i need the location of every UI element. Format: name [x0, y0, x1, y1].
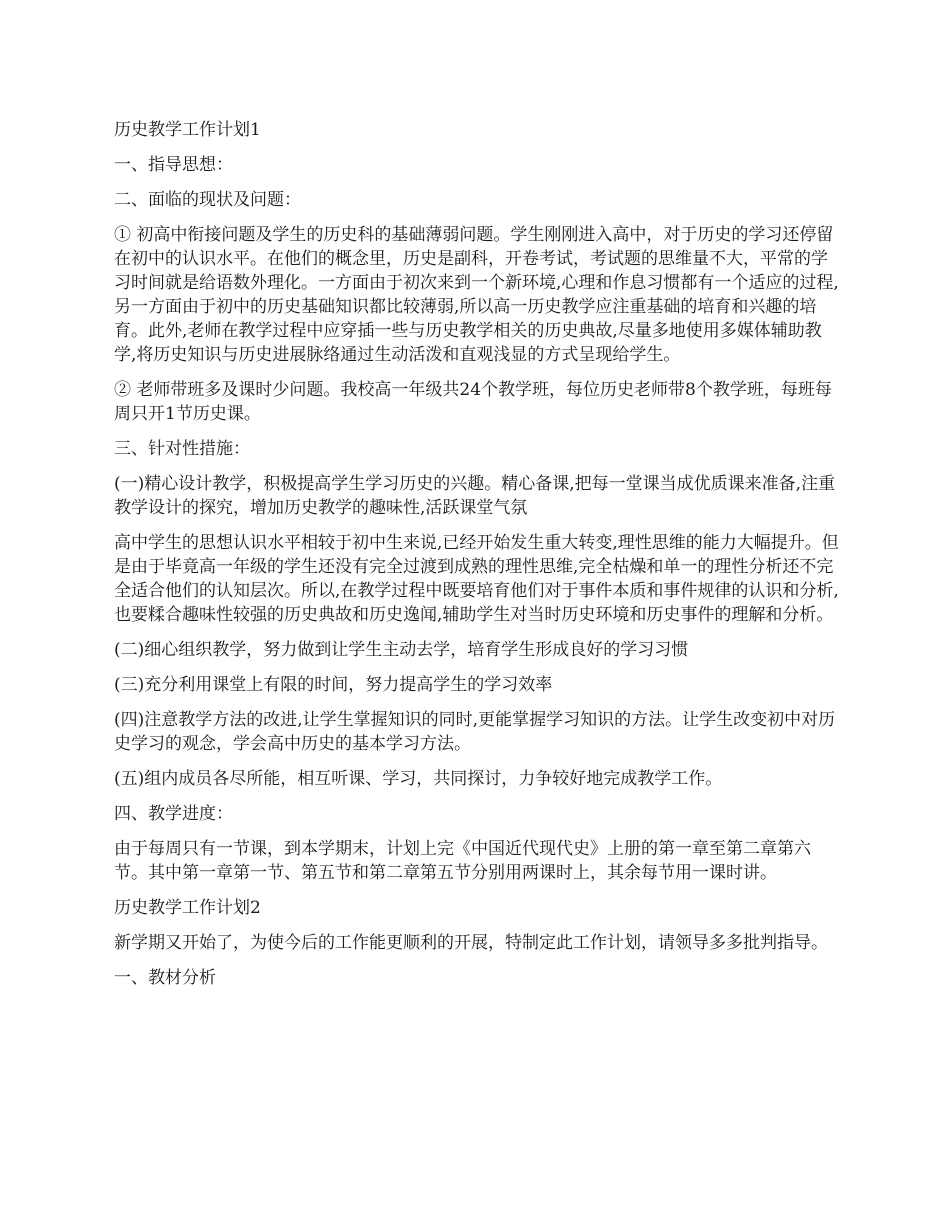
schedule-paragraph: 由于每周只有一节课，到本学期末，计划上完《中国近代现代史》上册的第一章至第二章第六节。其中第一章第一节、第五节和第二章第五节分别用两课时上，其余每节用一课时讲。	[114, 839, 811, 883]
measure-1-detail-paragraph: 高中学生的思想认识水平相较于初中生来说,已经开始发生重大转变,理性思维的能力大幅提升。但是由于毕竟高一年级的学生还没有完全过渡到成熟的理性思维,完全枯燥和单一的理性分析还不完全适合他们的认知层次。所以,在教学过程中既要培育他们对于事件本质和事件规律的认识和分析,也要糅合趣味性较强的历史典故和历史逸闻,辅助学生对当时历史环境和历史事件的理解和分析。	[114, 533, 839, 625]
plan-2-intro-paragraph: 新学期又开始了，为使今后的工作能更顺利的开展，特制定此工作计划，请领导多多批判指导。	[114, 933, 828, 953]
plan-title-1: 历史教学工作计划1	[114, 120, 261, 140]
section-textbook-analysis: 一、教材分析	[114, 968, 216, 988]
section-guiding-thought: 一、指导思想：	[114, 155, 233, 175]
measure-4-paragraph: (四)注意教学方法的改进,让学生掌握知识的同时,更能掌握学习知识的方法。让学生改变初中对历史学习的观念，学会高中历史的基本学习方法。	[114, 710, 836, 754]
measure-2-paragraph: (二)细心组织教学，努力做到让学生主动去学，培育学生形成良好的学习习惯	[114, 640, 689, 660]
problem-2-paragraph: ② 老师带班多及课时少问题。我校高一年级共24个教学班，每位历史老师带8个教学班，每班每周只开1节历史课。	[114, 380, 832, 424]
document-page	[114, 118, 840, 1001]
measure-1-paragraph: (一)精心设计教学，积极提高学生学习历史的兴趣。精心备课,把每一堂课当成优质课来准备,注重教学设计的探究，增加历史教学的趣味性,活跃课堂气氛	[114, 474, 836, 518]
plan-title-2: 历史教学工作计划2	[114, 898, 261, 918]
measure-5-paragraph: (五)组内成员各尽所能，相互听课、学习，共同探讨，力争较好地完成教学工作。	[114, 769, 723, 789]
section-teaching-schedule: 四、教学进度：	[114, 804, 233, 824]
measure-3-paragraph: (三)充分利用课堂上有限的时间，努力提高学生的学习效率	[114, 675, 553, 695]
problem-1-paragraph: ① 初高中衔接问题及学生的历史科的基础薄弱问题。学生刚刚进入高中，对于历史的学习还停留在初中的认识水平。在他们的概念里，历史是副科，开卷考试，考试题的思维量不大，平常的学习时间就是给语数外理化。一方面由于初次来到一个新环境,心理和作息习惯都有一个适应的过程,另一方面由于初中的历史基础知识都比较薄弱,所以高一历史教学应注重基础的培育和兴趣的培育。此外,老师在教学过程中应穿插一些与历史教学相关的历史典故,尽量多地使用多媒体辅助教学,将历史知识与历史进展脉络通过生动活泼和直观浅显的方式呈现给学生。	[114, 225, 839, 365]
section-measures: 三、针对性措施：	[114, 439, 250, 459]
section-current-problems: 二、面临的现状及问题：	[114, 190, 301, 210]
